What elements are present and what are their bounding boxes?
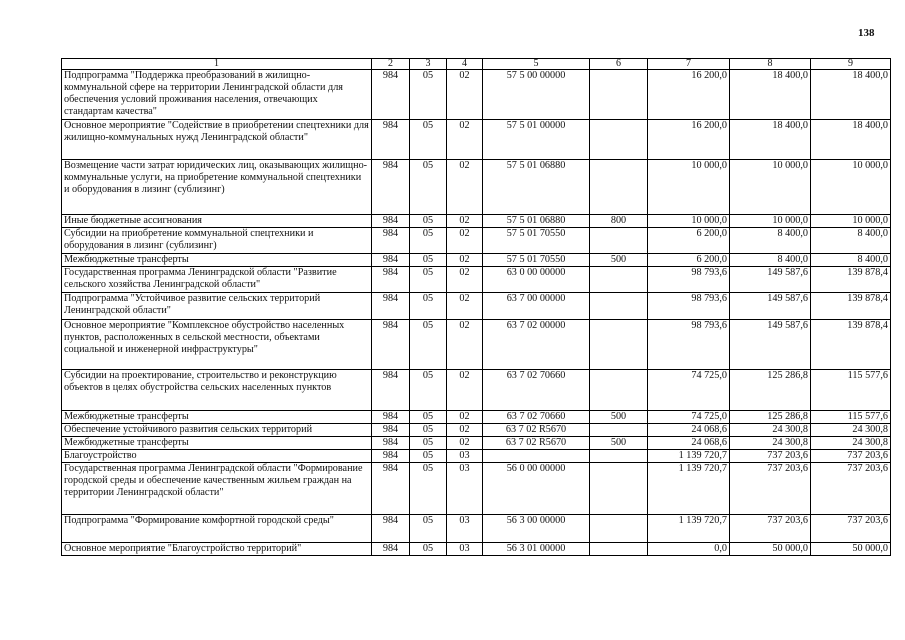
target-article-cell: 57 5 01 00000 [483, 120, 590, 160]
budget-table [61, 58, 891, 556]
expense-type-cell [590, 70, 648, 120]
amount-year1-cell: 6 200,0 [648, 228, 730, 254]
admin-code-cell: 984 [372, 254, 410, 267]
section-cell: 05 [410, 543, 447, 556]
column-number: 4 [447, 59, 483, 70]
amount-year2-cell: 24 300,8 [730, 424, 811, 437]
expense-type-cell: 800 [590, 215, 648, 228]
expense-type-cell [590, 463, 648, 515]
subsection-cell: 02 [447, 70, 483, 120]
subsection-cell: 02 [447, 411, 483, 424]
amount-year3-cell: 8 400,0 [811, 228, 891, 254]
amount-year1-cell: 1 139 720,7 [648, 463, 730, 515]
amount-year2-cell: 10 000,0 [730, 215, 811, 228]
amount-year1-cell: 1 139 720,7 [648, 515, 730, 543]
row-name-cell: Подпрограмма "Формирование комфортной городской среды" [62, 515, 372, 543]
amount-year2-cell: 737 203,6 [730, 515, 811, 543]
row-name-cell: Основное мероприятие "Благоустройство территорий" [62, 543, 372, 556]
amount-year3-cell: 737 203,6 [811, 450, 891, 463]
amount-year2-cell: 125 286,8 [730, 411, 811, 424]
expense-type-cell: 500 [590, 254, 648, 267]
subsection-cell: 02 [447, 254, 483, 267]
amount-year2-cell: 737 203,6 [730, 463, 811, 515]
target-article-cell: 57 5 01 70550 [483, 254, 590, 267]
amount-year1-cell: 24 068,6 [648, 424, 730, 437]
amount-year3-cell: 139 878,4 [811, 293, 891, 320]
row-name-cell: Иные бюджетные ассигнования [62, 215, 372, 228]
subsection-cell: 02 [447, 437, 483, 450]
table-row [62, 463, 891, 515]
table-row [62, 215, 891, 228]
section-cell: 05 [410, 424, 447, 437]
amount-year1-cell: 98 793,6 [648, 293, 730, 320]
column-number-row [62, 59, 891, 70]
row-name-cell: Государственная программа Ленинградской области "Развитие сельского хозяйства Ленинградской области" [62, 267, 372, 293]
table-row [62, 411, 891, 424]
amount-year3-cell: 8 400,0 [811, 254, 891, 267]
amount-year2-cell: 149 587,6 [730, 320, 811, 370]
amount-year3-cell: 737 203,6 [811, 515, 891, 543]
expense-type-cell [590, 267, 648, 293]
amount-year1-cell: 16 200,0 [648, 70, 730, 120]
amount-year1-cell: 1 139 720,7 [648, 450, 730, 463]
amount-year2-cell: 125 286,8 [730, 370, 811, 411]
amount-year2-cell: 149 587,6 [730, 293, 811, 320]
amount-year2-cell: 8 400,0 [730, 228, 811, 254]
subsection-cell: 02 [447, 267, 483, 293]
target-article-cell: 63 7 02 R5670 [483, 437, 590, 450]
subsection-cell: 02 [447, 320, 483, 370]
section-cell: 05 [410, 463, 447, 515]
expense-type-cell [590, 543, 648, 556]
row-name-cell: Подпрограмма "Поддержка преобразований в жилищно-коммунальной сфере на территории Ленинградской области для обеспечения условий проживания населения, отвечающих стандартам качества" [62, 70, 372, 120]
table-row [62, 543, 891, 556]
target-article-cell: 57 5 01 06880 [483, 215, 590, 228]
amount-year2-cell: 24 300,8 [730, 437, 811, 450]
amount-year1-cell: 74 725,0 [648, 411, 730, 424]
table-row [62, 293, 891, 320]
amount-year2-cell: 50 000,0 [730, 543, 811, 556]
amount-year3-cell: 139 878,4 [811, 267, 891, 293]
amount-year1-cell: 24 068,6 [648, 437, 730, 450]
expense-type-cell [590, 120, 648, 160]
amount-year1-cell: 0,0 [648, 543, 730, 556]
admin-code-cell: 984 [372, 228, 410, 254]
expense-type-cell [590, 370, 648, 411]
amount-year3-cell: 24 300,8 [811, 437, 891, 450]
amount-year2-cell: 18 400,0 [730, 120, 811, 160]
subsection-cell: 02 [447, 370, 483, 411]
target-article-cell: 63 0 00 00000 [483, 267, 590, 293]
column-number: 8 [730, 59, 811, 70]
table-row [62, 437, 891, 450]
amount-year2-cell: 8 400,0 [730, 254, 811, 267]
target-article-cell: 57 5 01 70550 [483, 228, 590, 254]
column-number: 1 [62, 59, 372, 70]
section-cell: 05 [410, 450, 447, 463]
target-article-cell: 63 7 00 00000 [483, 293, 590, 320]
admin-code-cell: 984 [372, 267, 410, 293]
admin-code-cell: 984 [372, 437, 410, 450]
target-article-cell: 63 7 02 00000 [483, 320, 590, 370]
expense-type-cell [590, 424, 648, 437]
amount-year2-cell: 10 000,0 [730, 160, 811, 215]
admin-code-cell: 984 [372, 463, 410, 515]
amount-year3-cell: 10 000,0 [811, 215, 891, 228]
page-number: 138 [858, 27, 875, 39]
amount-year3-cell: 10 000,0 [811, 160, 891, 215]
admin-code-cell: 984 [372, 543, 410, 556]
expense-type-cell: 500 [590, 411, 648, 424]
section-cell: 05 [410, 267, 447, 293]
section-cell: 05 [410, 70, 447, 120]
target-article-cell: 56 3 00 00000 [483, 515, 590, 543]
target-article-cell: 56 3 01 00000 [483, 543, 590, 556]
subsection-cell: 02 [447, 293, 483, 320]
target-article-cell: 63 7 02 70660 [483, 411, 590, 424]
amount-year2-cell: 737 203,6 [730, 450, 811, 463]
row-name-cell: Основное мероприятие "Содействие в приобретении спецтехники для жилищно-коммунальных нужд Ленинградской области" [62, 120, 372, 160]
row-name-cell: Основное мероприятие "Комплексное обустройство населенных пунктов, расположенных в сельской местности, объектами социальной и инженерной инфраструктуры" [62, 320, 372, 370]
section-cell: 05 [410, 437, 447, 450]
admin-code-cell: 984 [372, 215, 410, 228]
table-row [62, 228, 891, 254]
table-row [62, 70, 891, 120]
section-cell: 05 [410, 293, 447, 320]
target-article-cell [483, 450, 590, 463]
section-cell: 05 [410, 515, 447, 543]
column-number: 9 [811, 59, 891, 70]
admin-code-cell: 984 [372, 160, 410, 215]
expense-type-cell [590, 320, 648, 370]
target-article-cell: 56 0 00 00000 [483, 463, 590, 515]
section-cell: 05 [410, 370, 447, 411]
row-name-cell: Субсидии на проектирование, строительство и реконструкцию объектов в целях обустройства сельских населенных пунктов [62, 370, 372, 411]
table-row [62, 254, 891, 267]
amount-year3-cell: 18 400,0 [811, 70, 891, 120]
amount-year3-cell: 50 000,0 [811, 543, 891, 556]
amount-year3-cell: 24 300,8 [811, 424, 891, 437]
admin-code-cell: 984 [372, 370, 410, 411]
amount-year2-cell: 18 400,0 [730, 70, 811, 120]
section-cell: 05 [410, 228, 447, 254]
admin-code-cell: 984 [372, 320, 410, 370]
column-number: 7 [648, 59, 730, 70]
subsection-cell: 03 [447, 463, 483, 515]
column-number: 3 [410, 59, 447, 70]
subsection-cell: 02 [447, 215, 483, 228]
amount-year1-cell: 6 200,0 [648, 254, 730, 267]
section-cell: 05 [410, 320, 447, 370]
admin-code-cell: 984 [372, 120, 410, 160]
amount-year1-cell: 10 000,0 [648, 160, 730, 215]
expense-type-cell [590, 228, 648, 254]
expense-type-cell [590, 515, 648, 543]
subsection-cell: 02 [447, 228, 483, 254]
target-article-cell: 63 7 02 R5670 [483, 424, 590, 437]
target-article-cell: 57 5 00 00000 [483, 70, 590, 120]
subsection-cell: 02 [447, 424, 483, 437]
amount-year1-cell: 10 000,0 [648, 215, 730, 228]
expense-type-cell [590, 160, 648, 215]
amount-year1-cell: 74 725,0 [648, 370, 730, 411]
table-row [62, 515, 891, 543]
amount-year3-cell: 115 577,6 [811, 370, 891, 411]
column-number: 5 [483, 59, 590, 70]
expense-type-cell [590, 450, 648, 463]
row-name-cell: Межбюджетные трансферты [62, 254, 372, 267]
target-article-cell: 57 5 01 06880 [483, 160, 590, 215]
row-name-cell: Подпрограмма "Устойчивое развитие сельских территорий Ленинградской области" [62, 293, 372, 320]
amount-year3-cell: 115 577,6 [811, 411, 891, 424]
expense-type-cell [590, 293, 648, 320]
row-name-cell: Возмещение части затрат юридических лиц, оказывающих жилищно-коммунальные услуги, на приобретение коммунальной спецтехники и оборудования в лизинг (сублизинг) [62, 160, 372, 215]
table-row [62, 450, 891, 463]
subsection-cell: 02 [447, 120, 483, 160]
table-row [62, 120, 891, 160]
amount-year2-cell: 149 587,6 [730, 267, 811, 293]
column-number: 2 [372, 59, 410, 70]
expense-type-cell: 500 [590, 437, 648, 450]
admin-code-cell: 984 [372, 411, 410, 424]
amount-year3-cell: 737 203,6 [811, 463, 891, 515]
row-name-cell: Межбюджетные трансферты [62, 411, 372, 424]
row-name-cell: Государственная программа Ленинградской области "Формирование городской среды и обеспечение качественным жильем граждан на территории Ленинградской области" [62, 463, 372, 515]
admin-code-cell: 984 [372, 70, 410, 120]
admin-code-cell: 984 [372, 515, 410, 543]
subsection-cell: 03 [447, 515, 483, 543]
table-row [62, 424, 891, 437]
row-name-cell: Обеспечение устойчивого развития сельских территорий [62, 424, 372, 437]
section-cell: 05 [410, 160, 447, 215]
table-row [62, 267, 891, 293]
admin-code-cell: 984 [372, 424, 410, 437]
amount-year1-cell: 98 793,6 [648, 267, 730, 293]
subsection-cell: 03 [447, 450, 483, 463]
amount-year1-cell: 98 793,6 [648, 320, 730, 370]
amount-year3-cell: 18 400,0 [811, 120, 891, 160]
column-number: 6 [590, 59, 648, 70]
admin-code-cell: 984 [372, 293, 410, 320]
section-cell: 05 [410, 254, 447, 267]
section-cell: 05 [410, 120, 447, 160]
subsection-cell: 03 [447, 543, 483, 556]
amount-year3-cell: 139 878,4 [811, 320, 891, 370]
subsection-cell: 02 [447, 160, 483, 215]
section-cell: 05 [410, 411, 447, 424]
table-row [62, 160, 891, 215]
admin-code-cell: 984 [372, 450, 410, 463]
table-row [62, 370, 891, 411]
row-name-cell: Субсидии на приобретение коммунальной спецтехники и оборудования в лизинг (сублизинг) [62, 228, 372, 254]
row-name-cell: Межбюджетные трансферты [62, 437, 372, 450]
target-article-cell: 63 7 02 70660 [483, 370, 590, 411]
row-name-cell: Благоустройство [62, 450, 372, 463]
section-cell: 05 [410, 215, 447, 228]
amount-year1-cell: 16 200,0 [648, 120, 730, 160]
table-row [62, 320, 891, 370]
